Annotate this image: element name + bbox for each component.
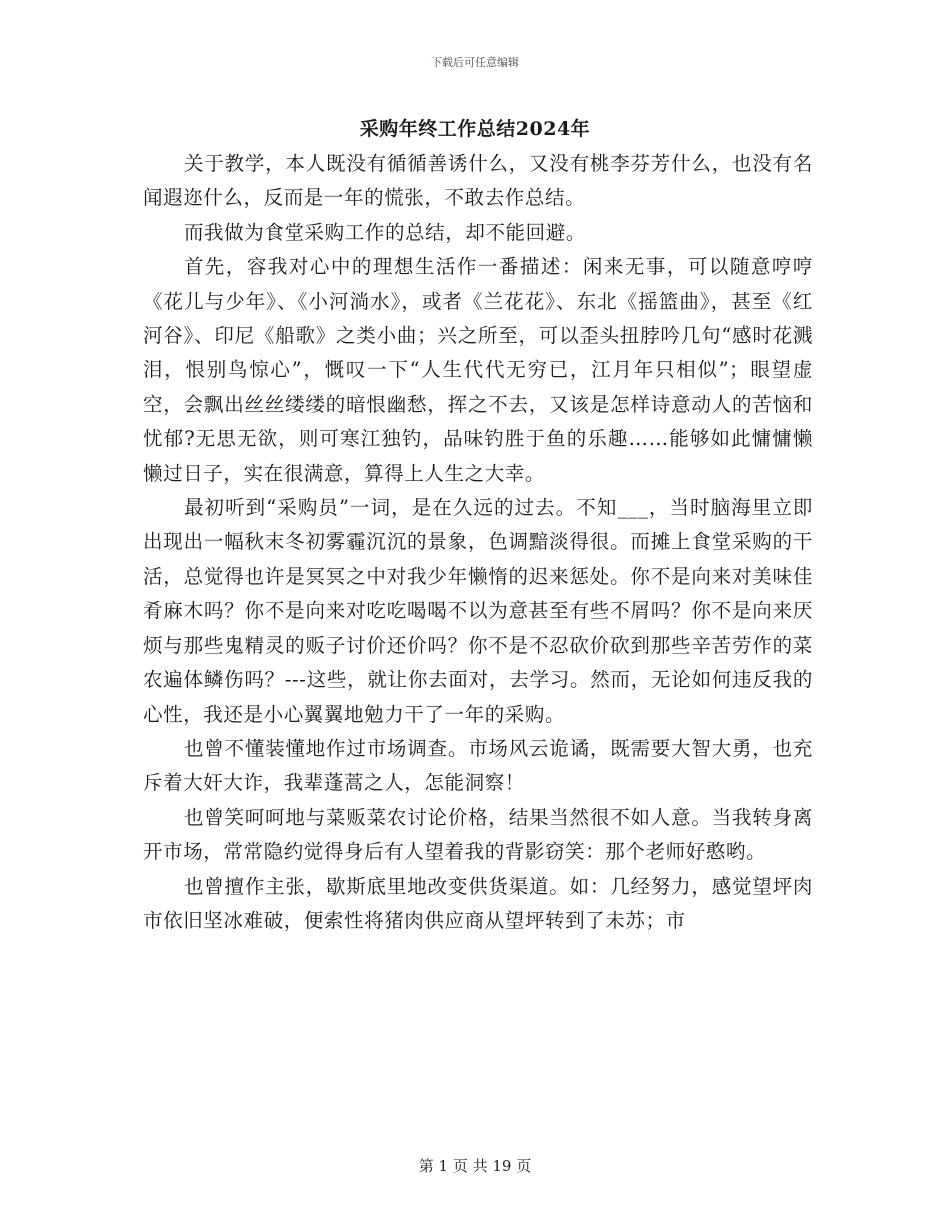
- paragraph: 关于教学，本人既没有循循善诱什么，又没有桃李芬芳什么，也没有名闻遐迩什么，反而是一年的慌张，不敢去作总结。: [143, 152, 813, 210]
- paragraph: 也曾笑呵呵地与菜贩菜农讨论价格，结果当然很不如人意。当我转身离开市场，常常隐约觉得身后有人望着我的背影窃笑：那个老师好憨哟。: [143, 805, 813, 864]
- paragraph: 也曾擅作主张，歇斯底里地改变供货渠道。如：几经努力，感觉望坪肉市依旧坚冰难破，便索性将猪肉供应商从望坪转到了未苏；市: [143, 874, 813, 932]
- paragraph: 最初听到“采购员”一词，是在久远的过去。不知___，当时脑海里立即出现出一幅秋末冬初雾霾沉沉的景象，色调黯淡得很。而摊上食堂采购的干活，总觉得也许是冥冥之中对我少年懒惰的迟来惩处。你不是向来对美味佳肴麻木吗？你不是向来对吃吃喝喝不以为意甚至有些不屑吗？你不是向来厌烦与那些鬼精灵的贩子讨价还价吗？你不是不忍砍价砍到那些辛苦劳作的菜农遍体鳞伤吗？---这些，就让你去面对，去学习。然而，无论如何违反我的心性，我还是小心翼翼地勉力干了一年的采购。: [143, 496, 813, 726]
- paragraph: 首先，容我对心中的理想生活作一番描述：闲来无事，可以随意哼哼《花儿与少年》、《小河淌水》，或者《兰花花》、东北《摇篮曲》，甚至《红河谷》、印尼《船歌》之类小曲；兴之所至，可以歪头扭脖吟几句“感时花溅泪，恨别鸟惊心”，慨叹一下“人生代代无穷已，江月年只相似”；眼望虚空，会飘出丝丝缕缕的暗恨幽愁，挥之不去，又该是怎样诗意动人的苦恼和忧郁?无思无欲，则可寒江独钓，品味钓胜于鱼的乐趣……能够如此慵慵懒懒过日子，实在很满意，算得上人生之大幸。: [143, 255, 813, 485]
- header-note: 下载后可任意编辑: [431, 56, 519, 69]
- paragraph: 也曾不懂装懂地作过市场调查。市场风云诡谲，既需要大智大勇，也充斥着大奸大诈，我辈蓬蒿之人，怎能洞察！: [143, 736, 813, 795]
- document-title: 采购年终工作总结2024年: [359, 118, 591, 140]
- page-number: 第 1 页 共 19 页: [418, 1157, 532, 1175]
- paragraph: 而我做为食堂采购工作的总结，却不能回避。: [183, 220, 586, 244]
- document-body: [143, 147, 813, 938]
